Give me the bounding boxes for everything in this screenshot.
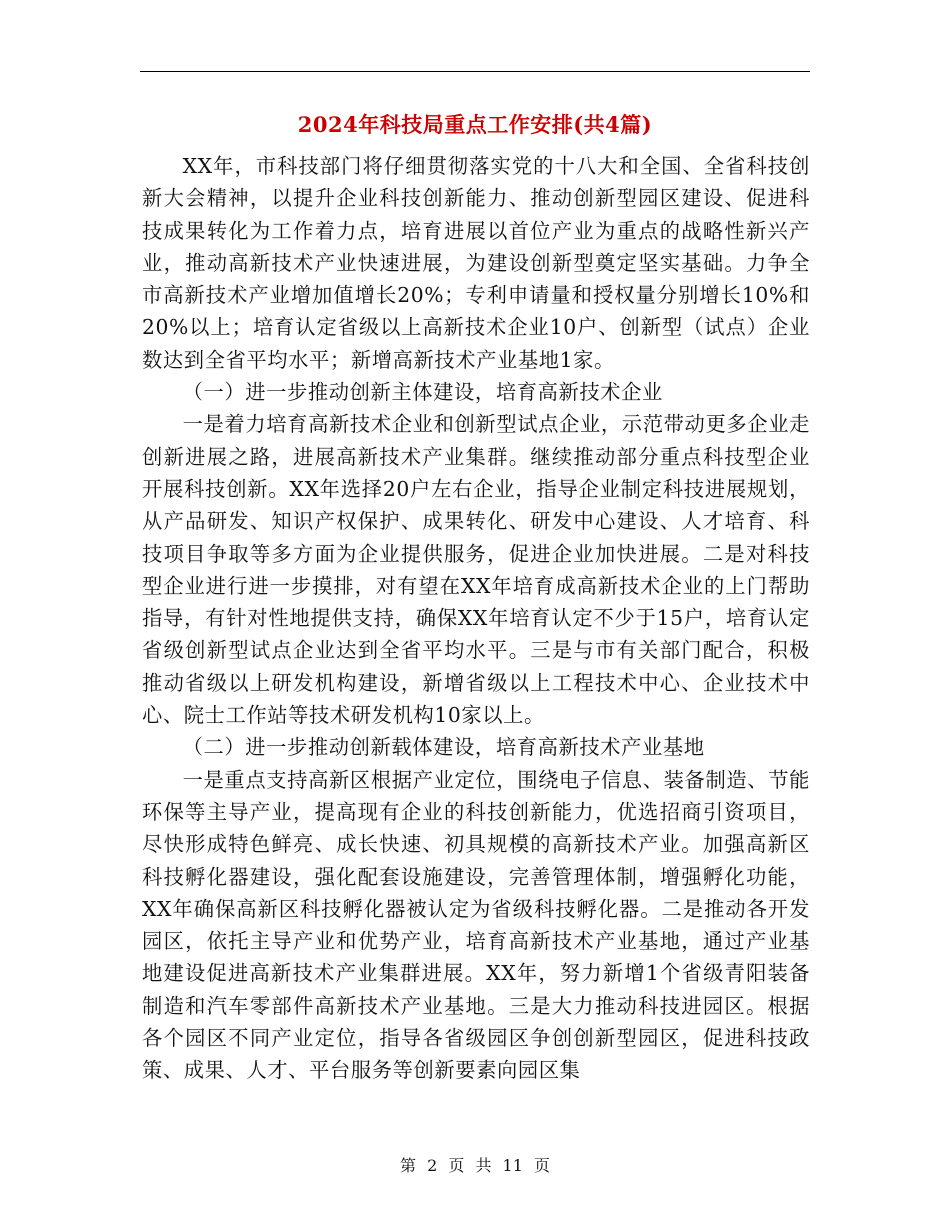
section-heading-2: （二）进一步推动创新载体建设，培育高新技术产业基地 — [182, 735, 705, 760]
document-body — [142, 150, 810, 1087]
section-1-paragraph: 一是着力培育高新技术企业和创新型试点企业，示范带动更多企业走创新进展之路，进展高新技术产业集群。继续推动部分重点科技型企业开展科技创新。XX年选择20户左右企业，指导企业制定科技进展规划，从产品研发、知识产权保护、成果转化、研发中心建设、人才培育、科技项目争取等多方面为企业提供服务，促进企业加快进展。二是对科技型企业进行进一步摸排，对有望在XX年培育成高新技术企业的上门帮助指导，有针对性地提供支持，确保XX年培育认定不少于15户，培育认定省级创新型试点企业达到全省平均水平。三是与市有关部门配合，积极推动省级以上研发机构建设，新增省级以上工程技术中心、企业技术中心、院士工作站等技术研发机构10家以上。 — [142, 412, 810, 728]
section-2-paragraph: 一是重点支持高新区根据产业定位，围绕电子信息、装备制造、节能环保等主导产业，提高现有企业的科技创新能力，优选招商引资项目，尽快形成特色鲜亮、成长快速、初具规模的高新技术产业。加强高新区科技孵化器建设，强化配套设施建设，完善管理体制，增强孵化功能，XX年确保高新区科技孵化器被认定为省级科技孵化器。二是推动各开发园区，依托主导产业和优势产业，培育高新技术产业基地，通过产业基地建设促进高新技术产业集群进展。XX年，努力新增1个省级青阳装备制造和汽车零部件高新技术产业基地。三是大力推动科技进园区。根据各个园区不同产业定位，指导各省级园区争创创新型园区，促进科技政策、成果、人才、平台服务等创新要素向园区集 — [142, 767, 810, 1083]
intro-paragraph: XX年，市科技部门将仔细贯彻落实党的十八大和全国、全省科技创新大会精神，以提升企业科技创新能力、推动创新型园区建设、促进科技成果转化为工作着力点，培育进展以首位产业为重点的战略性新兴产业，推动高新技术产业快速进展，为建设创新型奠定坚实基础。力争全市高新技术产业增加值增长20%；专利申请量和授权量分别增长10%和20%以上；培育认定省级以上高新技术企业10户、创新型（试点）企业数达到全省平均水平；新增高新技术产业基地1家。 — [142, 154, 810, 372]
document-title: 2024年科技局重点工作安排(共4篇) — [297, 112, 653, 137]
header-rule — [140, 71, 810, 72]
page-footer: 第 2 页 共 11 页 — [400, 1156, 550, 1175]
section-heading-1: （一）进一步推动创新主体建设，培育高新技术企业 — [182, 380, 663, 405]
